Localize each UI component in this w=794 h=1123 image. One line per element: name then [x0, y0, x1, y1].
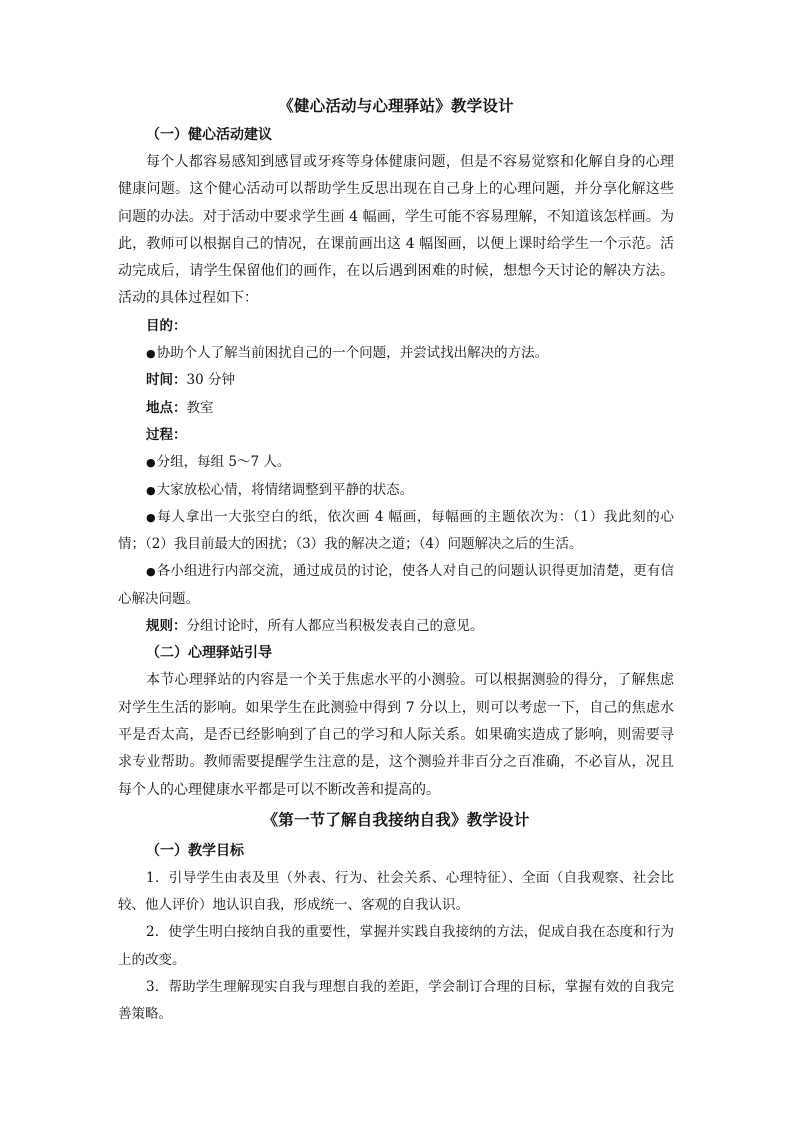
document-page: [118, 94, 674, 1029]
process-item-text: 每人拿出一大张空白的纸，依次画 4 幅画，每幅画的主题依次为：（1）我此刻的心情；（2）我目前最大的困扰；（3）我的解决之道；（4）问题解决之后的生活。: [118, 508, 674, 553]
bullet-icon: ●: [146, 510, 157, 524]
bullet-icon: ●: [146, 565, 156, 579]
objective-item: 3．帮助学生理解现实自我与理想自我的差距，学会制订合理的目标，掌握有效的自我完善策略。: [118, 979, 674, 1023]
objective-item: 2．使学生明白接纳自我的重要性，掌握并实践自我接纳的方法，促成自我在态度和行为上的改变。: [118, 924, 674, 968]
rule-value: 分组讨论时，所有人都应当积极发表自己的意见。: [186, 618, 484, 635]
time-value: 30 分钟: [186, 372, 235, 389]
station-paragraph: 本节心理驿站的内容是一个关于焦虑水平的小测验。可以根据测验的得分，了解焦虑对学生生活的影响。如果学生在此测验中得到 7 分以上，则可以考虑一下，自己的焦虑水平是否太高，是否已经影响到了自己的学习和人际关系。如果确实造成了影响，则需要寻求专业帮助。教师需要提醒学生注意的是，这个测验并非百分之百准确，不必盲从，况且每个人的心理健康水平都是可以不断改善和提高的。: [118, 672, 674, 798]
section-heading-objectives: （一）教学目标: [146, 842, 244, 859]
section-heading-station: （二）心理驿站引导: [146, 645, 272, 662]
time-label: 时间：: [146, 372, 187, 389]
process-item: [118, 504, 674, 559]
goal-item: [118, 340, 674, 367]
rule-label: 规则：: [146, 618, 187, 635]
goal-label-line: [118, 313, 674, 340]
document-title-2: 《第一节了解自我接纳自我》教学设计: [262, 809, 530, 829]
bullet-icon: ●: [146, 347, 156, 361]
document-title: 《健心活动与心理驿站》教学设计: [278, 96, 514, 115]
objective-item: 1．引导学生由表及里（外表、行为、社会关系、心理特征）、全面（自我观察、社会比较、他人评价）地认识自我，形成统一、客观的自我认识。: [118, 869, 674, 914]
goal-label: 目的：: [146, 317, 187, 334]
place-label: 地点：: [146, 399, 187, 416]
process-label-line: [118, 422, 674, 449]
section-heading-activity: （一）健心活动建议: [146, 127, 272, 143]
process-item-text: 分组，每组 5～7 人。: [156, 454, 291, 471]
process-item: [118, 558, 674, 613]
bullet-icon: ●: [146, 483, 156, 497]
bullet-icon: ●: [146, 456, 156, 470]
activity-intro-paragraph: 每个人都容易感知到感冒或牙疼等身体健康问题，但是不容易觉察和化解自身的心理健康问题。这个健心活动可以帮助学生反思出现在自己身上的心理问题，并分享化解这些问题的办法。对于活动中要求学生画 4 幅画，学生可能不容易理解，不知道该怎样画。为此，教师可以根据自己的情况，在课前画出这 4 幅图画，以便上课时给学生一个示范。活动完成后，请学生保留他们的画作，在以后遇到困难的时候，想想今天讨论的解决方法。活动的具体过程如下：: [118, 154, 674, 307]
process-item-text: 大家放松心情，将情绪调整到平静的状态。: [156, 481, 414, 498]
goal-item-text: 协助个人了解当前困扰自己的一个问题，并尝试找出解决的方法。: [156, 345, 549, 362]
process-item-text: 各小组进行内部交流，通过成员的讨论，使各人对自己的问题认识得更加清楚，更有信心解决问题。: [118, 563, 674, 607]
place-line: [118, 395, 674, 422]
process-item: [118, 449, 674, 476]
process-label: 过程：: [146, 426, 187, 443]
rule-line: [118, 613, 674, 640]
place-value: 教室: [186, 399, 214, 416]
process-item: [118, 477, 674, 504]
time-line: [118, 367, 674, 394]
